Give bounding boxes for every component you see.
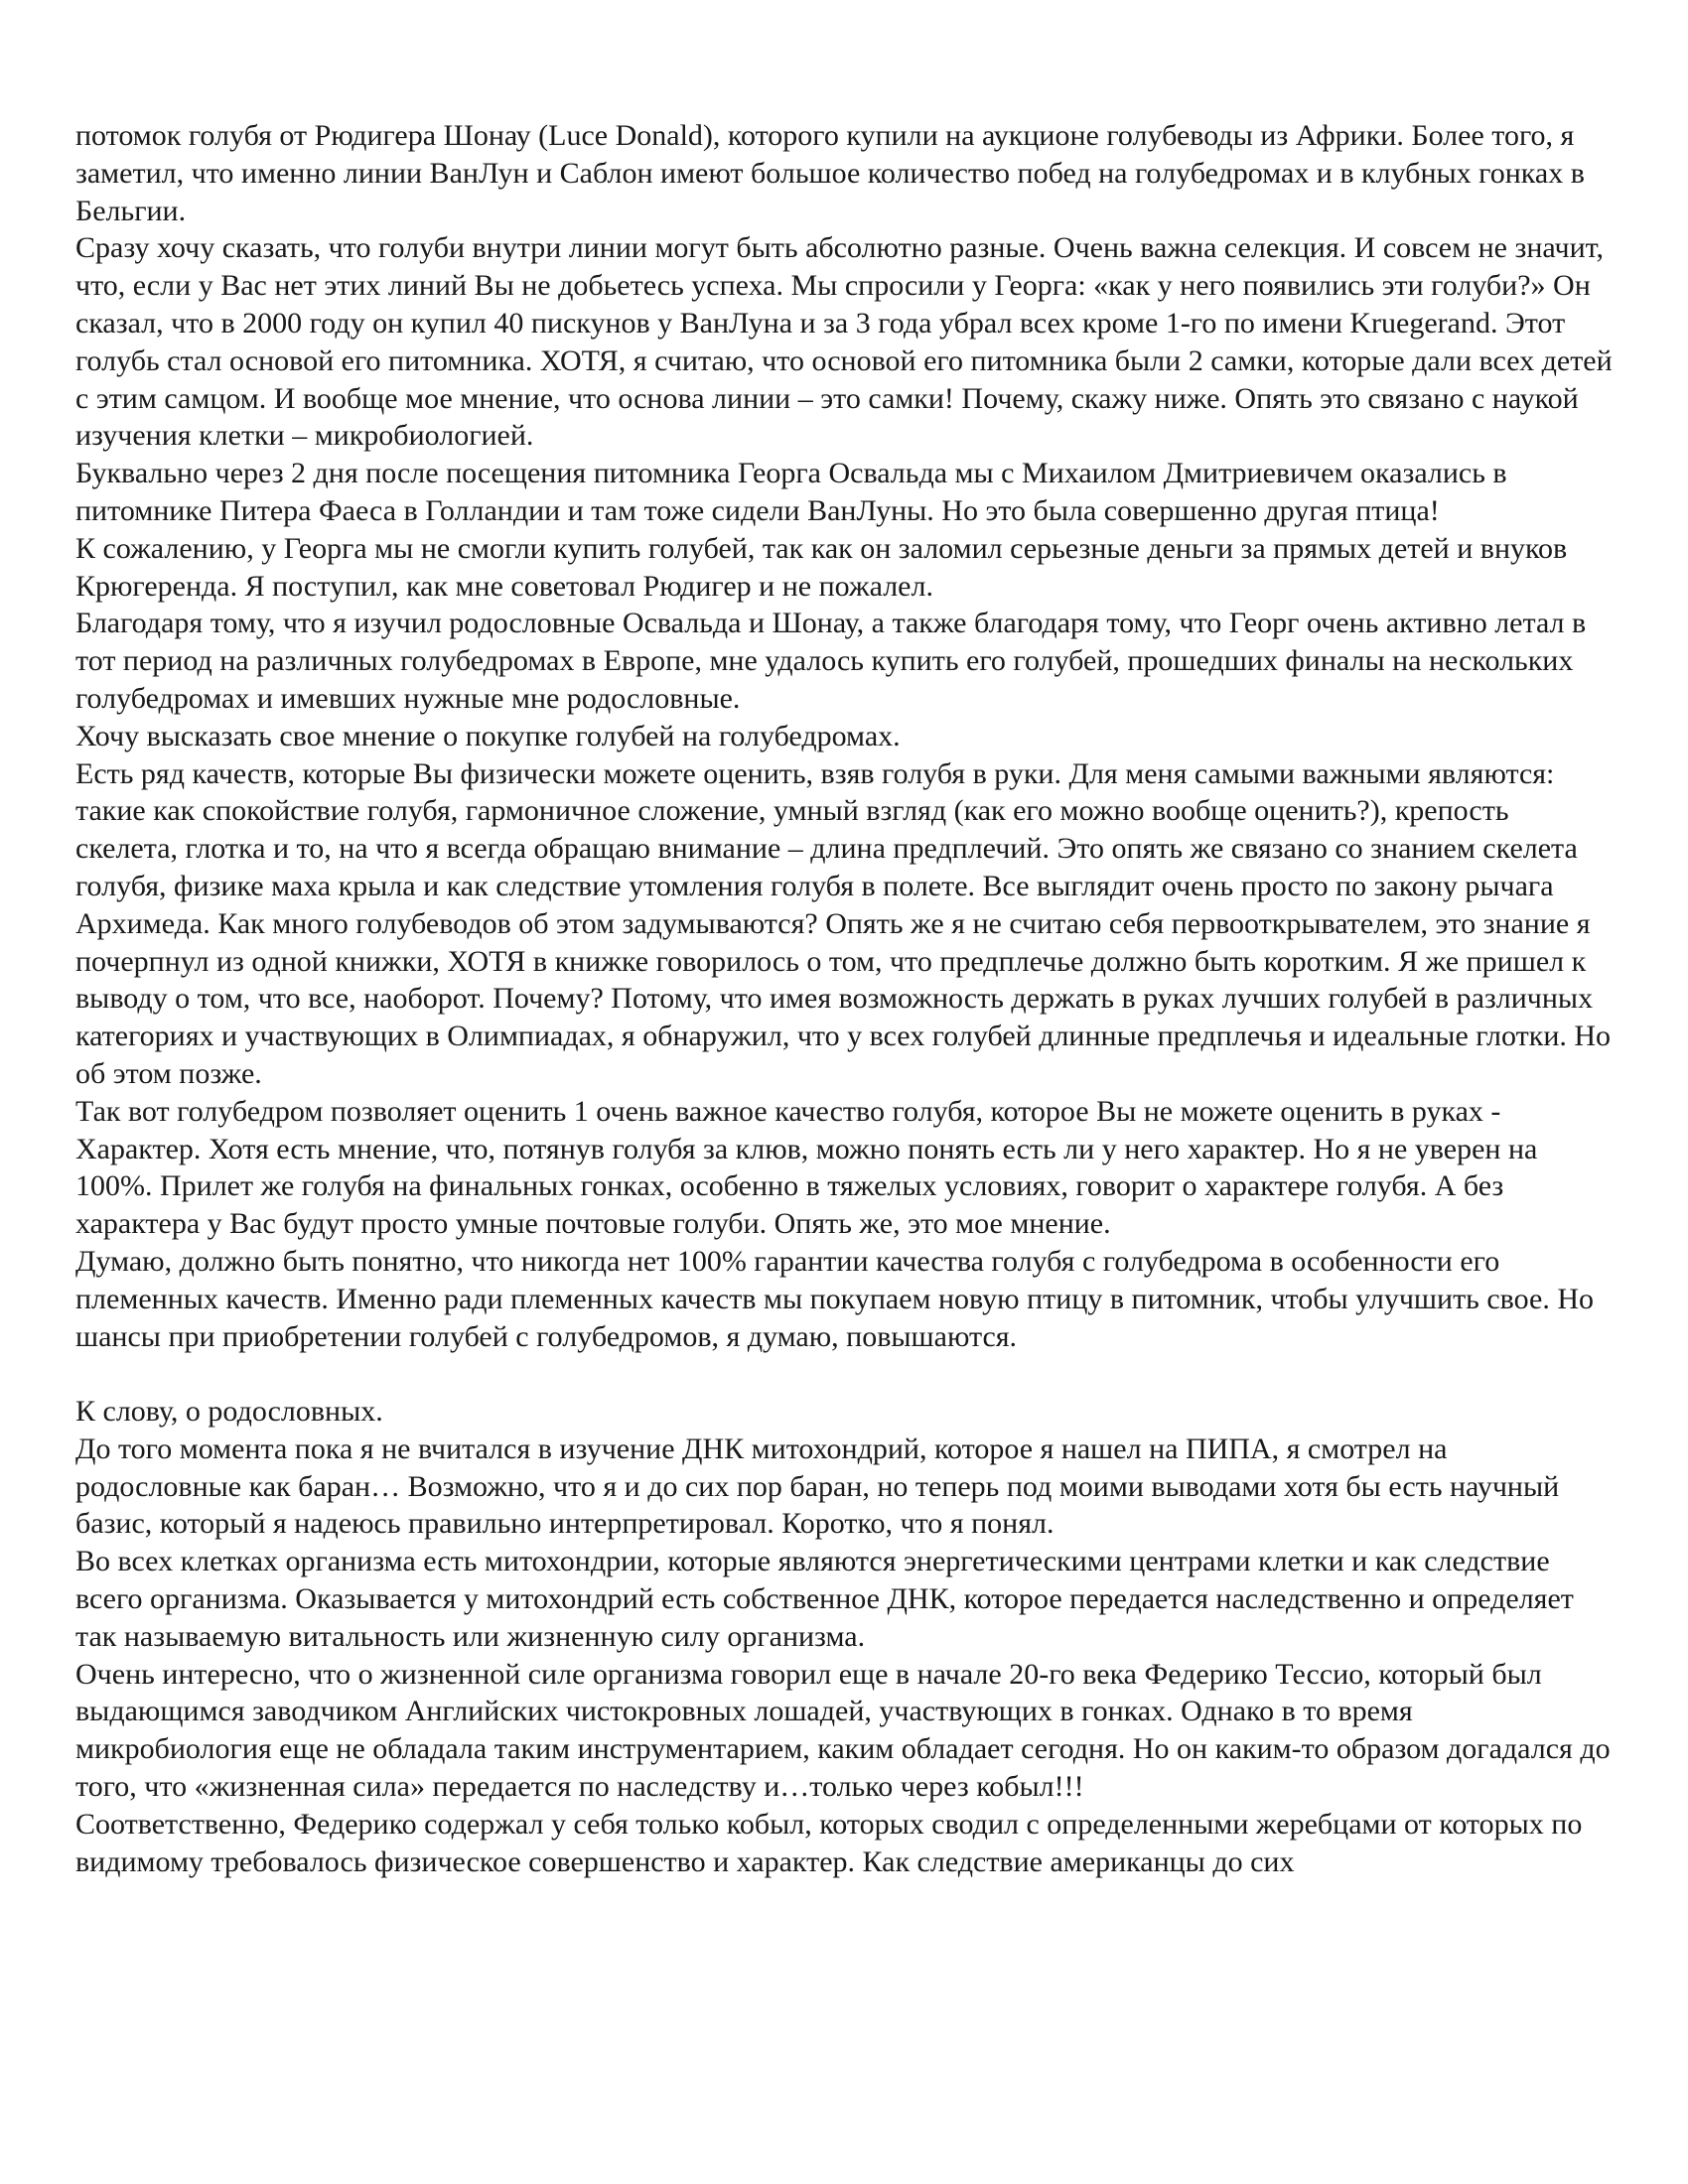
paragraph: До того момента пока я не вчитался в изучение ДНК митохондрий, которое я нашел на ПИПА, я смотрел на родословные как баран… Возможно, что я и до сих пор баран, но теперь под моими выводами хотя бы есть научный базис, который я надеюсь правильно интерпретировал. Коротко, что я понял. (75, 1432, 1560, 1541)
paragraph: Есть ряд качеств, которые Вы физически можете оценить, взяв голубя в руки. Для меня самыми важными являются: такие как спокойствие голубя, гармоничное сложение, умный взгляд (как его можно вообще оценить?), крепость скелета, глотка и то, на что я всегда обращаю внимание – длина предплечий. Это опять же связано со знанием скелета голубя, физике маха крыла и как следствие утомления голубя в полете. Все выглядит очень просто по закону рычага Архимеда. Как много голубеводов об этом задумываются? Опять же я не считаю себя первооткрывателем, это знание я почерпнул из одной книжки, ХОТЯ в книжке говорилось о том, что предплечье должно быть коротким. Я же пришел к выводу о том, что все, наоборот. Почему? Потому, что имея возможность держать в руках лучших голубей в различных категориях и участвующих в Олимпиадах, я обнаружил, что у всех голубей длинные предплечья и идеальные глотки. Но об этом позже. (75, 756, 1612, 1090)
paragraph-gap (75, 1355, 1615, 1393)
paragraph: Во всех клетках организма есть митохондрии, которые являются энергетическими центрами клетки и как следствие всего организма. Оказывается у митохондрий есть собственное ДНК, которое передается наследственно и определяет так называемую витальность или жизненную силу организма. (75, 1545, 1574, 1653)
paragraph: Думаю, должно быть понятно, что никогда нет 100% гарантии качества голубя с голубедрома в особенности его племенных качеств. Именно ради племенных качеств мы покупаем новую птицу в питомник, чтобы улучшить свое. Но шансы при приобретении голубей с голубедромов, я думаю, повышаются. (75, 1244, 1594, 1353)
paragraph: Очень интересно, что о жизненной силе организма говорил еще в начале 20-го века Федерико Тессио, который был выдающимся заводчиком Английских чистокровных лошадей, участвующих в гонках. Однако в то время микробиология еще не обладала таким инструментарием, каким обладает сегодня. Но он каким-то образом догадался до того, что «жизненная сила» передается по наследству и…только через кобыл!!! (75, 1657, 1611, 1804)
paragraph: Благодаря тому, что я изучил родословные Освальда и Шонау, а также благодаря тому, что Георг очень активно летал в тот период на различных голубедромах в Европе, мне удалось купить его голубей, прошедших финалы на нескольких голубедромах и имевших нужные мне родословные. (75, 607, 1587, 715)
paragraph: К сожалению, у Георга мы не смогли купить голубей, так как он заломил серьезные деньги за прямых детей и внуков Крюгеренда. Я поступил, как мне советовал Рюдигер и не пожалел. (75, 531, 1568, 603)
document-body (75, 117, 1615, 1880)
paragraph: Соответственно, Федерико содержал у себя только кобыл, которых сводил с определенными жеребцами от которых по видимому требовалось физическое совершенство и характер. Как следствие американцы до сих (75, 1807, 1583, 1878)
paragraph: Буквально через 2 дня после посещения питомника Георга Освальда мы с Михаилом Дмитриевичем оказались в питомнике Питера Фаеса в Голландии и там тоже сидели ВанЛуны. Но это была совершенно другая птица! (75, 457, 1507, 527)
paragraph: Так вот голубедром позволяет оценить 1 очень важное качество голубя, которое Вы не можете оценить в руках - Характер. Хотя есть мнение, что, потянув голубя за клюв, можно понять есть ли у него характер. Но я не уверен на 100%. Прилет же голубя на финальных гонках, особенно в тяжелых условиях, говорит о характере голубя. А без характера у Вас будут просто умные почтовые голуби. Опять же, это мое мнение. (75, 1094, 1538, 1241)
paragraph: потомок голубя от Рюдигера Шонау (Luce Donald), которого купили на аукционе голубеводы из Африки. Более того, я заметил, что именно линии ВанЛун и Саблон имеют большое количество побед на голубедромах и в клубных гонках в Бельгии. (75, 119, 1585, 227)
paragraph: Хочу высказать свое мнение о покупке голубей на голубедромах. (75, 719, 901, 752)
section-intro: К слову, о родословных. (75, 1395, 383, 1429)
paragraph: Сразу хочу сказать, что голуби внутри линии могут быть абсолютно разные. Очень важна селекция. И совсем не значит, что, если у Вас нет этих линий Вы не добьетесь успеха. Мы спросили у Георга: «как у него появились эти голуби?» Он сказал, что в 2000 году он купил 40 пискунов у ВанЛуна и за 3 года убрал всех кроме 1-го по имени Kruegerand. Этот голубь стал основой его питомника. ХОТЯ, я считаю, что основой его питомника были 2 самки, которые дали всех детей с этим самцом. И вообще мое мнение, что основа линии – это самки! Почему, скажу ниже. Опять это связано с наукой изучения клетки – микробиологией. (75, 231, 1613, 453)
